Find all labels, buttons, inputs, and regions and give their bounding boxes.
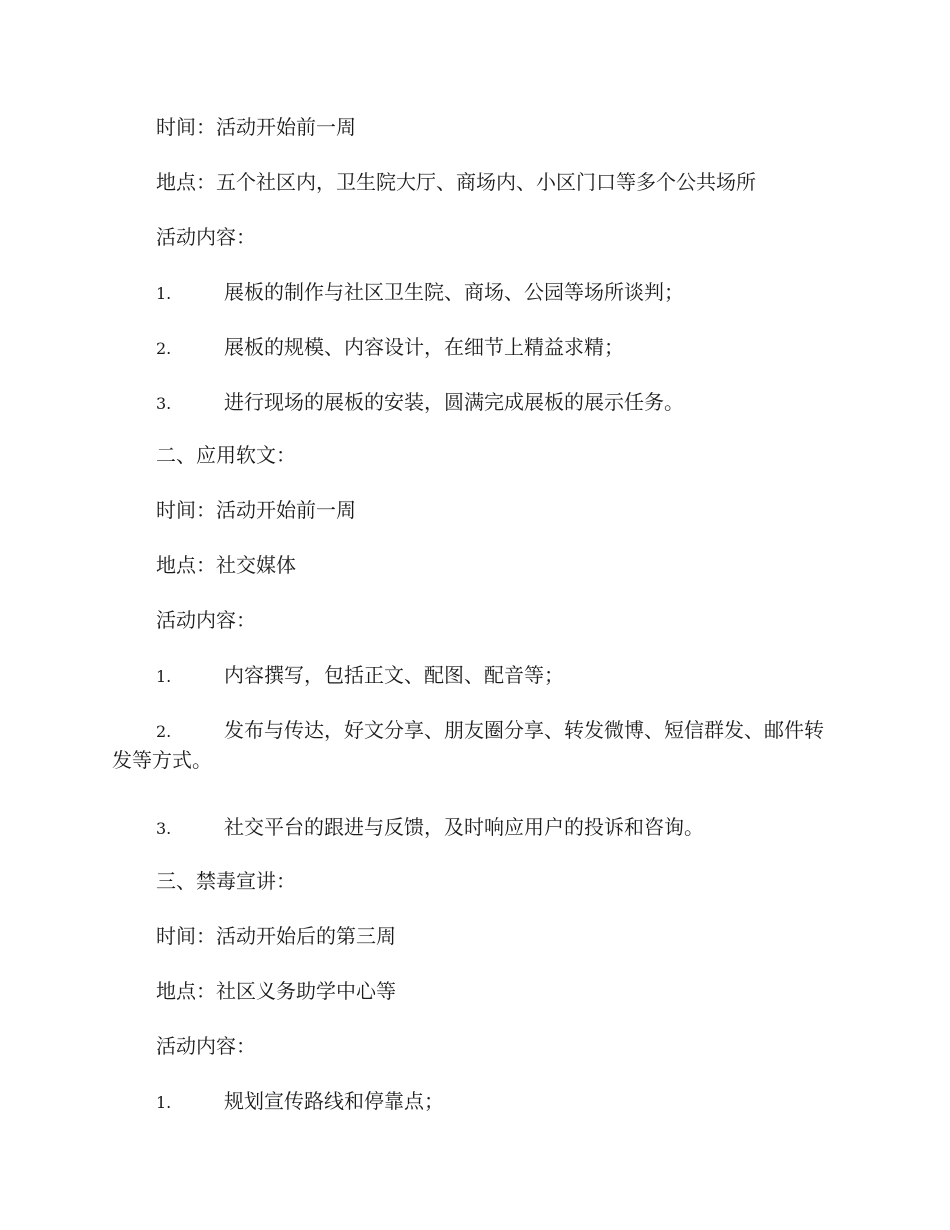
paragraph-content-heading-1: 活动内容：	[156, 225, 256, 249]
list-item	[156, 333, 624, 363]
list-text: 发布与传达，好文分享、朋友圈分享、转发微博、短信群发、邮件转发等方式。	[112, 718, 824, 772]
list-text: 内容撰写，包括正文、配图、配音等；	[224, 663, 564, 687]
paragraph-location-1: 地点：五个社区内，卫生院大厅、商场内、小区门口等多个公共场所	[156, 170, 756, 194]
paragraph-location-3: 地点：社区义务助学中心等	[156, 979, 396, 1003]
list-item	[156, 661, 564, 691]
paragraph-content-heading-3: 活动内容：	[156, 1034, 256, 1058]
list-text: 社交平台的跟进与反馈，及时响应用户的投诉和咨询。	[224, 815, 704, 839]
list-number: 1.	[156, 284, 172, 303]
section-heading-3: 三、禁毒宣讲：	[156, 869, 296, 893]
list-text: 规划宣传路线和停靠点；	[224, 1089, 444, 1113]
paragraph-time-1: 时间：活动开始前一周	[156, 115, 356, 139]
list-text: 展板的规模、内容设计，在细节上精益求精；	[224, 335, 624, 359]
list-number: 1.	[156, 667, 172, 686]
paragraph-time-2: 时间：活动开始前一周	[156, 498, 356, 522]
list-item	[156, 1087, 444, 1117]
paragraph-content-heading-2: 活动内容：	[156, 608, 256, 632]
list-text: 展板的制作与社区卫生院、商场、公园等场所谈判；	[224, 280, 684, 304]
list-item	[156, 813, 704, 843]
list-number: 3.	[156, 394, 172, 413]
list-number: 3.	[156, 819, 172, 838]
section-heading-2: 二、应用软文：	[156, 443, 296, 467]
list-number: 2.	[156, 722, 172, 741]
list-number: 1.	[156, 1093, 172, 1112]
paragraph-location-2: 地点：社交媒体	[156, 553, 296, 577]
list-text: 进行现场的展板的安装，圆满完成展板的展示任务。	[224, 390, 684, 414]
list-number: 2.	[156, 339, 172, 358]
paragraph-time-3: 时间：活动开始后的第三周	[156, 924, 396, 948]
list-item	[156, 388, 684, 418]
list-item	[156, 278, 684, 308]
list-item	[112, 716, 832, 774]
